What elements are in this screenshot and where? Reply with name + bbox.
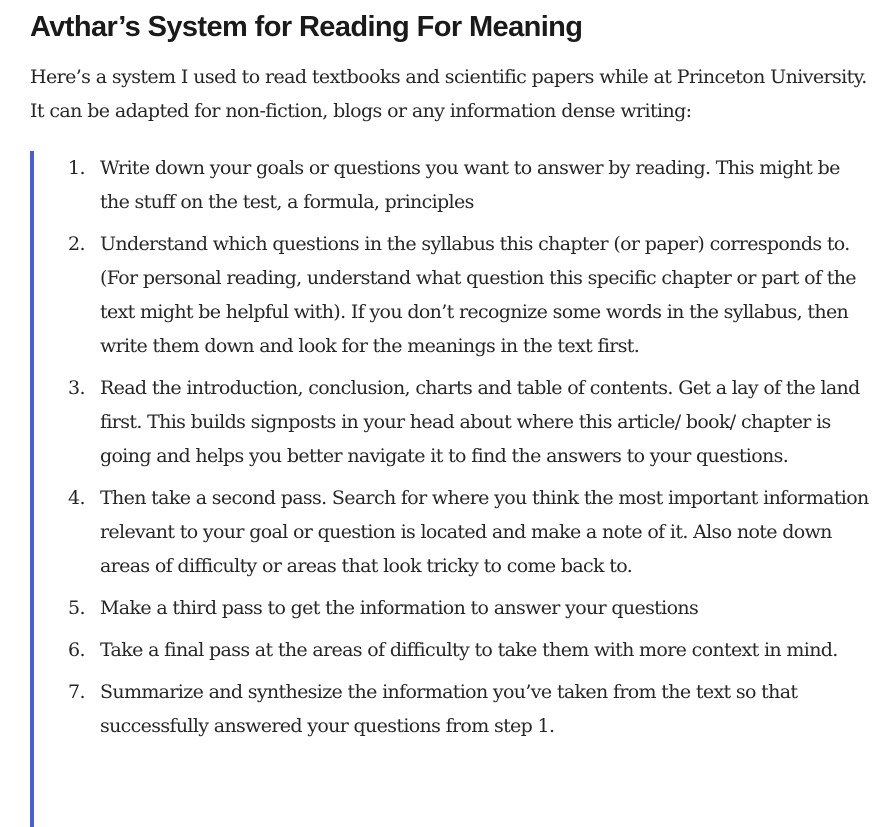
list-item [68, 227, 870, 363]
steps-list [68, 151, 870, 751]
intro-paragraph: Here’s a system I used to read textbooks and scientific papers while at Princeton University. It can be adapted for non-fiction, blogs or any information dense writing: [30, 66, 867, 122]
list-item [68, 675, 870, 743]
step-number: 4. [68, 487, 85, 509]
step-text: Write down your goals or questions you want to answer by reading. This might be the stuff on the test, a formula, principles [100, 157, 840, 213]
list-item [68, 633, 870, 667]
step-number: 5. [68, 597, 85, 619]
article-title: Avthar’s System for Reading For Meaning [30, 11, 583, 43]
step-number: 1. [68, 157, 85, 179]
steps-blockquote [30, 151, 874, 827]
step-number: 3. [68, 377, 85, 399]
step-number: 2. [68, 233, 85, 255]
list-item [68, 591, 870, 625]
step-text: Read the introduction, conclusion, charts and table of contents. Get a lay of the land first. This builds signposts in your head about where this article/ book/ chapter is going and helps you better navigate it to find the answers to your questions. [100, 377, 860, 467]
list-item [68, 481, 870, 583]
step-text: Then take a second pass. Search for where you think the most important information relevant to your goal or question is located and make a note of it. Also note down areas of difficulty or areas that look tricky to come back to. [100, 487, 869, 577]
list-item [68, 151, 870, 219]
step-text: Summarize and synthesize the information you’ve taken from the text so that successfully answered your questions from step 1. [100, 681, 798, 737]
step-number: 7. [68, 681, 85, 703]
step-text: Understand which questions in the syllabus this chapter (or paper) corresponds to. (For personal reading, understand what question this specific chapter or part of the text might be helpful with). If you don’t recognize some words in the syllabus, then write them down and look for the meanings in the text first. [100, 233, 856, 357]
step-number: 6. [68, 639, 85, 661]
step-text: Take a final pass at the areas of difficulty to take them with more context in mind. [100, 639, 838, 661]
list-item [68, 371, 870, 473]
step-text: Make a third pass to get the information to answer your questions [100, 597, 699, 619]
